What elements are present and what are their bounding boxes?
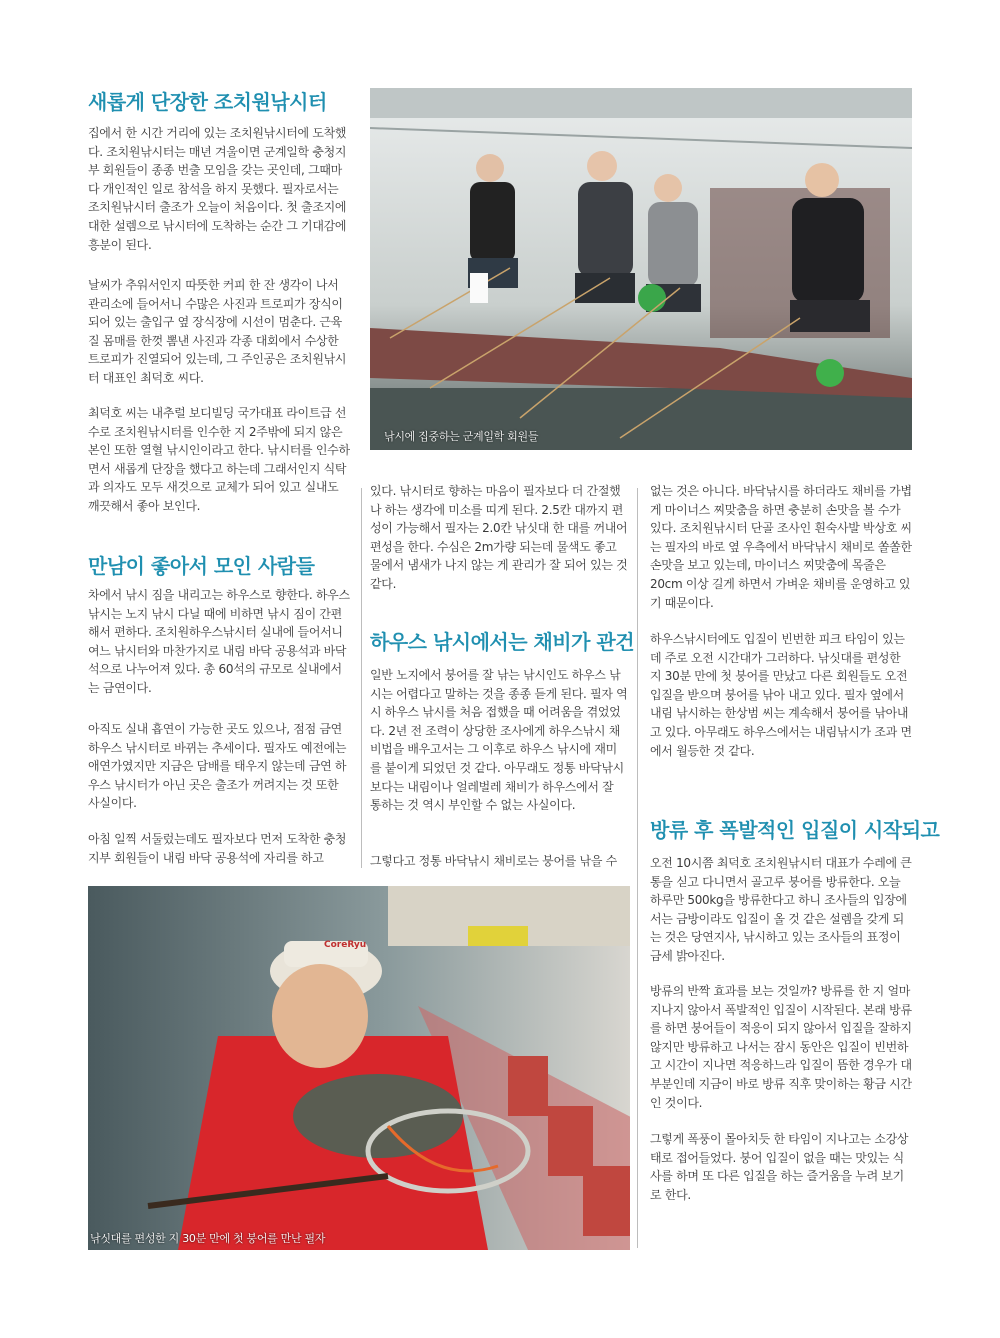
- article-paragraph: 차에서 낚시 짐을 내리고는 하우스로 향한다. 하우스 낚시는 노지 낚시 다닐 때에 비하면 낚시 짐이 간편해서 편하다. 조치원하우스낚시터 실내에 들어서니 여느 낚시터와 마찬가지로 내림 바닥 공용석과 바닥석으로 나누어져 있다. 총 60석의 규모로 실내에서는 금연이다.: [88, 588, 350, 695]
- article-paragraph: 집에서 한 시간 거리에 있는 조치원낚시터에 도착했다. 조치원낚시터는 매년 겨울이면 군계일학 충청지부 회원들이 종종 번출 모임을 갖는 곳인데, 그때마다 개인적인 일로 참석을 하지 못했다. 필자로서는 조치원낚시터 출조가 오늘이 처음이다. 첫 출조지에 대한 설렘으로 낚시터에 도착하는 순간 그 기대감에 흥분이 된다.: [88, 126, 347, 252]
- article-paragraph: 있다. 낚시터로 향하는 마음이 필자보다 더 간절했나 하는 생각에 미소를 띠게 된다. 2.5칸 대까지 편성이 가능해서 필자는 2.0칸 낚싯대 한 대를 꺼내어 편성을 한다. 수심은 2m가량 되는데 물색도 좋고 물에서 냄새가 나지 않는 게 관리가 잘 되어 있는 것 같다.: [370, 484, 628, 591]
- column-divider: [637, 488, 638, 1248]
- column-divider: [361, 488, 362, 868]
- section-heading-new-look: 새롭게 단장한 조치원낚시터: [88, 90, 327, 114]
- cap-logo: CoreRyu: [324, 940, 367, 950]
- fishing-members-photo: [370, 88, 912, 450]
- section-heading-after-release: 방류 후 폭발적인 입질이 시작되고: [650, 818, 940, 842]
- article-paragraph: 아직도 실내 흡연이 가능한 곳도 있으나, 점점 금연 하우스 낚시터로 바뀌는 추세이다. 필자도 예전에는 애연가였지만 지금은 담배를 태우지 않는데 금연 하우스 낚시터가 아닌 곳은 출조가 꺼려지는 것 또한 사실이다.: [88, 722, 347, 811]
- article-paragraph: 하우스낚시터에도 입질이 빈번한 피크 타임이 있는데 주로 오전 시간대가 그러하다. 낚싯대를 편성한 지 30분 만에 첫 붕어를 만났고 다른 회원들도 오전 입질을 받으며 붕어를 낚아 내고 있다. 필자 옆에서 내림 낚시하는 한상범 씨는 계속해서 붕어를 낚아내고 있다. 아무래도 하우스에서는 내림낚시가 조과 면에서 월등한 것 같다.: [650, 632, 912, 758]
- article-paragraph: 최덕호 씨는 내추럴 보디빌딩 국가대표 라이트급 선수로 조치원낚시터를 인수한 지 2주밖에 되지 않은 본인 또한 열혈 낚시인이라고 한다. 낚시터를 인수하면서 새롭게 단장을 했다고 하는데 그래서인지 식탁과 의자도 모두 새것으로 교체가 되어 있고 실내도 깨끗해서 좋아 보인다.: [88, 406, 350, 513]
- article-paragraph: 그렇게 폭풍이 몰아치듯 한 타임이 지나고는 소강상태로 접어들었다. 붕어 입질이 없을 때는 맛있는 식사를 하며 또 다른 입질을 하는 즐거움을 누려 보기로 한다.: [650, 1132, 909, 1202]
- article-paragraph: 오전 10시쯤 최덕호 조치원낚시터 대표가 수레에 큰 통을 싣고 다니면서 골고루 붕어를 방류한다. 오늘 하루만 500kg을 방류한다고 하니 조사들의 입장에서는 금방이라도 입질이 올 것 같은 설렘을 갖게 되는 것은 당연지사, 낚시하고 있는 조사들의 표정이 금세 밝아진다.: [650, 856, 912, 963]
- photo-caption-bottom: 낚싯대를 편성한 지 30분 만에 첫 붕어를 만난 필자: [90, 1232, 326, 1245]
- article-paragraph: 방류의 반짝 효과를 보는 것일까? 방류를 한 지 얼마 지나지 않아서 폭발적인 입질이 시작된다. 본래 방류를 하면 붕어들이 적응이 되지 않아서 입질을 잘하지 않지만 방류하고 나서는 잠시 동안은 입질이 빈번하고 시간이 지나면 적응하느라 입질이 뜸한 경우가 대부분인데 지금이 바로 방류 직후 맞이하는 황금 시간인 것이다.: [650, 984, 912, 1110]
- article-paragraph: 일반 노지에서 붕어를 잘 낚는 낚시인도 하우스 낚시는 어렵다고 말하는 것을 종종 듣게 된다. 필자 역시 하우스 낚시를 처음 접했을 때 어려움을 겪었었다. 2년 전 조력이 상당한 조사에게 하우스낚시 채비법을 배우고서는 그 이후로 하우스 낚시에 재미를 붙이게 되었던 것 같다. 아무래도 정통 바닥낚시보다는 내림이나 얼레벌레 채비가 하우스에서 잘 통하는 것 역시 부인할 수 없는 사실이다.: [370, 668, 628, 813]
- article-paragraph: 없는 것은 아니다. 바닥낚시를 하더라도 채비를 가볍게 마이너스 찌맞춤을 하면 충분히 손맛을 볼 수가 있다. 조치원낚시터 단골 조사인 흰숙사발 박상호 씨는 필자의 바로 옆 우측에서 바닥낚시 채비로 쏠쏠한 손맛을 보고 있는데, 마이너스 찌맞춤에 목줄은 20cm 이상 길게 하면서 가벼운 채비를 운영하고 있기 때문이다.: [650, 484, 912, 610]
- article-paragraph: 그렇다고 정통 바닥낚시 채비로는 붕어를 낚을 수: [370, 854, 617, 868]
- photo-caption-top: 낚시에 집중하는 군계일학 회원들: [384, 430, 539, 443]
- article-paragraph: 아침 일찍 서둘렀는데도 필자보다 먼저 도착한 충청지부 회원들이 내림 바닥 공용석에 자리를 하고: [88, 832, 347, 865]
- angler-with-carp-photo: [88, 886, 630, 1250]
- section-heading-rig-matters: 하우스 낚시에서는 채비가 관건: [370, 630, 635, 654]
- article-paragraph: 날씨가 추워서인지 따뜻한 커피 한 잔 생각이 나서 관리소에 들어서니 수많은 사진과 트로피가 장식이 되어 있는 출입구 옆 장식장에 시선이 멈춘다. 근육질 몸매를 한껏 뽐낸 사진과 각종 대회에서 수상한 트로피가 진열되어 있는데, 그 주인공은 조치원낚시터 대표인 최덕호 씨다.: [88, 278, 347, 385]
- section-heading-gathered-people: 만남이 좋아서 모인 사람들: [88, 554, 315, 578]
- fishing-members-illustration: [370, 88, 912, 450]
